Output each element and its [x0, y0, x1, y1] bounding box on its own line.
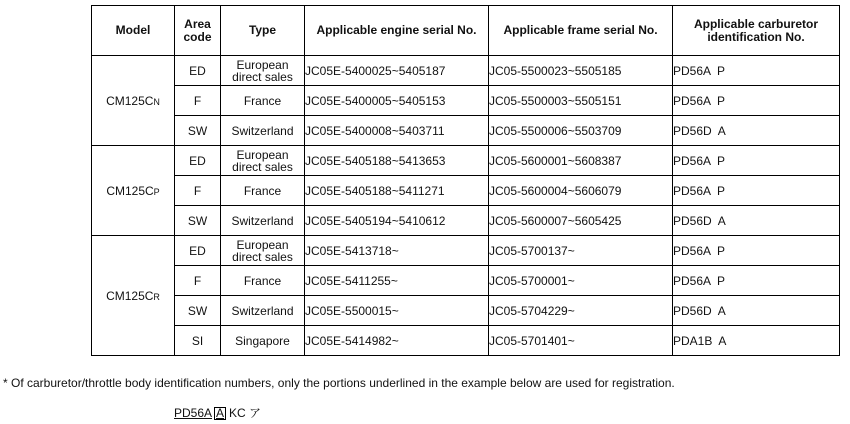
frame-serial-cell: JC05-5600004~5606079: [489, 176, 673, 206]
frame-serial-cell: JC05-5704229~: [489, 296, 673, 326]
area-code-cell: ED: [175, 146, 221, 176]
frame-serial-cell: JC05-5700137~: [489, 236, 673, 266]
carburetor-id: PD56A: [673, 93, 712, 108]
model-name: CM125C: [106, 183, 154, 198]
carburetor-id-cell: [673, 296, 840, 326]
model-suffix: N: [153, 96, 160, 107]
type-cell: European direct sales: [221, 146, 305, 176]
carburetor-id-suffix: P: [717, 273, 726, 288]
frame-serial-cell: JC05-5600007~5605425: [489, 206, 673, 236]
carburetor-id-cell: [673, 266, 840, 296]
area-code-cell: F: [175, 266, 221, 296]
example-remainder: KC ア: [229, 406, 262, 420]
engine-serial-cell: JC05E-5411255~: [305, 266, 489, 296]
frame-serial-cell: JC05-5701401~: [489, 326, 673, 356]
carburetor-id-suffix: A: [717, 303, 726, 318]
area-code-cell: SW: [175, 116, 221, 146]
model-name: CM125C: [106, 288, 154, 303]
header-model: Model: [92, 6, 175, 56]
carburetor-id: PD56D: [673, 213, 712, 228]
frame-serial-cell: JC05-5500023~5505185: [489, 56, 673, 86]
engine-serial-cell: JC05E-5400005~5405153: [305, 86, 489, 116]
engine-serial-cell: JC05E-5413718~: [305, 236, 489, 266]
engine-serial-cell: JC05E-5500015~: [305, 296, 489, 326]
carburetor-id-suffix: P: [717, 183, 726, 198]
frame-serial-cell: JC05-5700001~: [489, 266, 673, 296]
carburetor-id-suffix: P: [717, 63, 726, 78]
example-underlined-part: PD56A: [174, 406, 213, 420]
serial-number-table: [91, 5, 840, 356]
engine-serial-cell: JC05E-5405188~5413653: [305, 146, 489, 176]
carburetor-id: PD56D: [673, 123, 712, 138]
carburetor-id: PD56A: [673, 153, 712, 168]
engine-serial-cell: JC05E-5414982~: [305, 326, 489, 356]
area-code-cell: SW: [175, 296, 221, 326]
carburetor-id-cell: [673, 206, 840, 236]
carburetor-id-suffix: P: [717, 243, 726, 258]
model-cell: [92, 56, 175, 146]
table-row: [92, 326, 840, 356]
carburetor-id: PD56A: [673, 183, 712, 198]
area-code-cell: SW: [175, 206, 221, 236]
model-cell: [92, 236, 175, 356]
type-cell: European direct sales: [221, 236, 305, 266]
table-row: [92, 296, 840, 326]
table-row: [92, 86, 840, 116]
table-row: [92, 116, 840, 146]
model-cell: [92, 146, 175, 236]
header-carburetor-id: Applicable carburetor identification No.: [673, 6, 840, 56]
model-name: CM125C: [106, 93, 154, 108]
type-cell: Switzerland: [221, 116, 305, 146]
carburetor-id-cell: [673, 56, 840, 86]
carburetor-id: PD56A: [673, 273, 712, 288]
header-type: Type: [221, 6, 305, 56]
area-code-cell: ED: [175, 236, 221, 266]
engine-serial-cell: JC05E-5405194~5410612: [305, 206, 489, 236]
example-identification: [174, 404, 261, 421]
model-suffix: P: [153, 186, 160, 197]
carburetor-id-suffix: P: [717, 153, 726, 168]
type-cell: European direct sales: [221, 56, 305, 86]
type-cell: France: [221, 266, 305, 296]
footnote: * Of carburetor/throttle body identification numbers, only the portions underlined in the example below are used for registration.: [3, 376, 675, 390]
table-row: [92, 236, 840, 266]
type-cell: Singapore: [221, 326, 305, 356]
table-row: [92, 176, 840, 206]
carburetor-id-cell: [673, 326, 840, 356]
table-row: [92, 266, 840, 296]
frame-serial-cell: JC05-5500006~5503709: [489, 116, 673, 146]
carburetor-id-cell: [673, 86, 840, 116]
carburetor-id: PDA1B: [673, 333, 713, 348]
carburetor-id-cell: [673, 116, 840, 146]
carburetor-id-cell: [673, 176, 840, 206]
header-frame-serial: Applicable frame serial No.: [489, 6, 673, 56]
carburetor-id-cell: [673, 146, 840, 176]
header-area-code: Area code: [175, 6, 221, 56]
table-row: [92, 146, 840, 176]
model-suffix: R: [153, 291, 160, 302]
type-cell: Switzerland: [221, 206, 305, 236]
table-row: [92, 56, 840, 86]
area-code-cell: F: [175, 176, 221, 206]
carburetor-id-cell: [673, 236, 840, 266]
area-code-cell: SI: [175, 326, 221, 356]
carburetor-id: PD56D: [673, 303, 712, 318]
carburetor-id-suffix: A: [717, 213, 726, 228]
example-boxed-letter: A: [216, 406, 225, 420]
type-cell: France: [221, 86, 305, 116]
carburetor-id: PD56A: [673, 63, 712, 78]
engine-serial-cell: JC05E-5405188~5411271: [305, 176, 489, 206]
carburetor-id-suffix: P: [717, 93, 726, 108]
carburetor-id: PD56A: [673, 243, 712, 258]
frame-serial-cell: JC05-5500003~5505151: [489, 86, 673, 116]
type-cell: Switzerland: [221, 296, 305, 326]
area-code-cell: ED: [175, 56, 221, 86]
engine-serial-cell: JC05E-5400025~5405187: [305, 56, 489, 86]
carburetor-id-suffix: A: [717, 123, 726, 138]
engine-serial-cell: JC05E-5400008~5403711: [305, 116, 489, 146]
header-engine-serial: Applicable engine serial No.: [305, 6, 489, 56]
area-code-cell: F: [175, 86, 221, 116]
frame-serial-cell: JC05-5600001~5608387: [489, 146, 673, 176]
header-row: [92, 6, 840, 56]
type-cell: France: [221, 176, 305, 206]
table-row: [92, 206, 840, 236]
carburetor-id-suffix: A: [718, 333, 727, 348]
